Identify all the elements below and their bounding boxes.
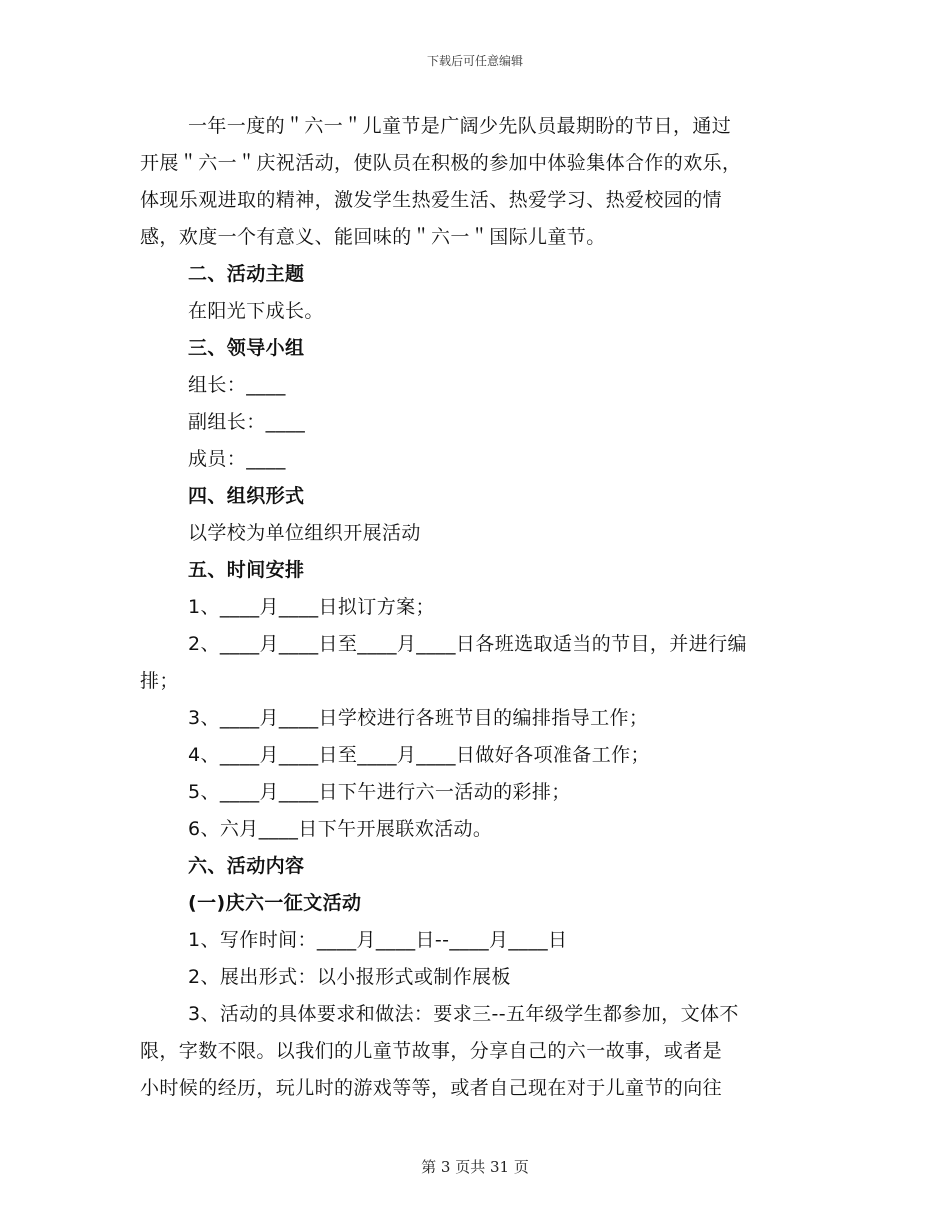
intro-line-1: 一年一度的＂六一＂儿童节是广阔少先队员最期盼的节日，通过 (188, 115, 732, 137)
members-field: 成员：____ (188, 448, 286, 470)
essay-item-2: 2、展出形式：以小报形式或制作展板 (188, 966, 511, 988)
schedule-item-6: 6、六月____日下午开展联欢活动。 (188, 818, 493, 840)
subsection-heading-essay: (一)庆六一征文活动 (188, 892, 362, 914)
section-heading-leadership: 三、领导小组 (188, 337, 305, 359)
organization-text: 以学校为单位组织开展活动 (188, 522, 421, 544)
schedule-item-2: 2、____月____日至____月____日各班选取适当的节目，并进行编 (188, 633, 747, 655)
schedule-item-3: 3、____月____日学校进行各班节目的编排指导工作； (188, 707, 649, 729)
theme-text: 在阳光下成长。 (188, 300, 324, 322)
page-header: 下载后可任意编辑 (426, 54, 523, 68)
section-heading-schedule: 五、时间安排 (188, 559, 305, 581)
essay-item-3-line-2: 限，字数不限。以我们的儿童节故事，分享自己的六一故事，或者是 (140, 1040, 723, 1062)
intro-line-2: 开展＂六一＂庆祝活动，使队员在积极的参加中体验集体合作的欢乐， (140, 152, 742, 174)
essay-item-3-line-3: 小时候的经历，玩儿时的游戏等等，或者自己现在对于儿童节的向往 (140, 1077, 723, 1099)
intro-line-4: 感，欢度一个有意义、能回味的＂六一＂国际儿童节。 (140, 226, 606, 248)
vice-leader-field: 副组长：____ (188, 411, 306, 433)
intro-line-3: 体现乐观进取的精神，激发学生热爱生活、热爱学习、热爱校园的情 (140, 189, 723, 211)
page-footer: 第 3 页共 31 页 (421, 1158, 529, 1176)
schedule-item-2-continued: 排； (140, 670, 179, 692)
leader-field: 组长：____ (188, 374, 286, 396)
section-heading-organization: 四、组织形式 (188, 485, 305, 507)
schedule-item-1: 1、____月____日拟订方案； (188, 596, 435, 618)
essay-item-1: 1、写作时间：____月____日--____月____日 (188, 929, 568, 951)
section-heading-content: 六、活动内容 (188, 855, 305, 877)
essay-item-3-line-1: 3、活动的具体要求和做法：要求三--五年级学生都参加，文体不 (188, 1003, 739, 1025)
schedule-item-4: 4、____月____日至____月____日做好各项准备工作； (188, 744, 650, 766)
schedule-item-5: 5、____月____日下午进行六一活动的彩排； (188, 781, 571, 803)
document-body (140, 108, 812, 1107)
section-heading-theme: 二、活动主题 (188, 263, 305, 285)
